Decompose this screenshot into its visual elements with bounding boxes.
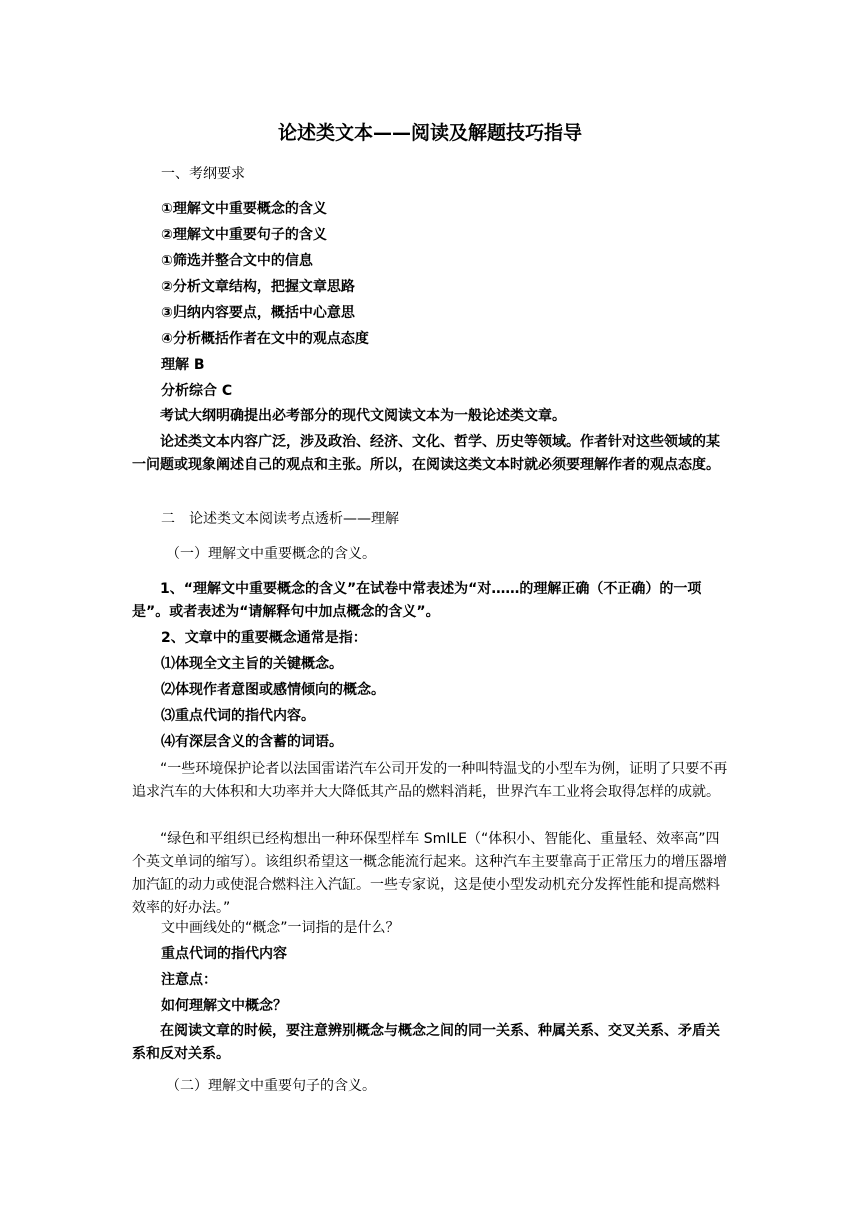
concept-item: ⑷有深层含义的含蓄的词语。 xyxy=(161,734,343,750)
section-heading-analysis: 二 论述类文本阅读考点透析——理解 xyxy=(161,511,399,527)
section-heading-requirements: 一、考纲要求 xyxy=(161,166,245,182)
subsection-heading-sentences: （二）理解文中重要句子的含义。 xyxy=(166,1078,376,1094)
requirement-item: ①筛选并整合文中的信息 xyxy=(161,253,313,269)
requirement-item: ④分析概括作者在文中的观点态度 xyxy=(161,331,369,347)
quote-paragraph: “绿色和平组织已经构想出一种环保型样车 SmILE（“体积小、智能化、重量轻、效率高”四个英文单词的缩写）。该组织希望这一概念能流行起来。这种汽车主要靠高于正常压力的增压器增加汽缸的动力或使混合燃料注入汽缸。一些专家说，这是使小型发动机充分发挥性能和提高燃料效率的好办法。” xyxy=(132,831,727,916)
note-text: 如何理解文中概念？ xyxy=(161,998,287,1014)
page-title: 论述类文本——阅读及解题技巧指导 xyxy=(277,122,582,144)
level-label: 分析综合 C xyxy=(161,383,233,399)
point-paragraph: 2、文章中的重要概念通常是指： xyxy=(161,630,367,646)
note-text: 重点代词的指代内容 xyxy=(161,946,287,962)
intro-paragraph: 论述类文本内容广泛，涉及政治、经济、文化、哲学、历史等领域。作者针对这些领域的某一问题或现象阐述自己的观点和主张。所以，在阅读这类文本时就必须要理解作者的观点态度。 xyxy=(132,434,720,473)
requirement-item: ①理解文中重要概念的含义 xyxy=(161,201,327,217)
question-text: 文中画线处的“概念”一词指的是什么？ xyxy=(161,920,400,936)
point-paragraph: 1、“理解文中重要概念的含义”在试卷中常表述为“对……的理解正确（不正确）的一项是”。或者表述为“请解释句中加点概念的含义”。 xyxy=(132,581,702,620)
intro-paragraph: 考试大纲明确提出必考部分的现代文阅读文本为一般论述类文章。 xyxy=(160,408,566,424)
method-paragraph: 在阅读文章的时候，要注意辨别概念与概念之间的同一关系、种属关系、交叉关系、矛盾关系和反对关系。 xyxy=(132,1023,720,1062)
quote-paragraph: “一些环境保护论者以法国雷诺汽车公司开发的一种叫特温戈的小型车为例，证明了只要不再追求汽车的大体积和大功率并大大降低其产品的燃料消耗，世界汽车工业将会取得怎样的成就。 xyxy=(132,761,728,800)
subsection-heading-concepts: （一）理解文中重要概念的含义。 xyxy=(166,546,376,562)
requirement-item: ②分析文章结构，把握文章思路 xyxy=(161,279,355,295)
concept-item: ⑵体现作者意图或感情倾向的概念。 xyxy=(161,682,385,698)
requirement-item: ③归纳内容要点，概括中心意思 xyxy=(161,305,355,321)
concept-item: ⑶重点代词的指代内容。 xyxy=(161,708,315,724)
requirement-item: ②理解文中重要句子的含义 xyxy=(161,227,327,243)
level-label: 理解 B xyxy=(161,357,205,373)
note-text: 注意点： xyxy=(161,972,217,988)
concept-item: ⑴体现全文主旨的关键概念。 xyxy=(161,656,343,672)
